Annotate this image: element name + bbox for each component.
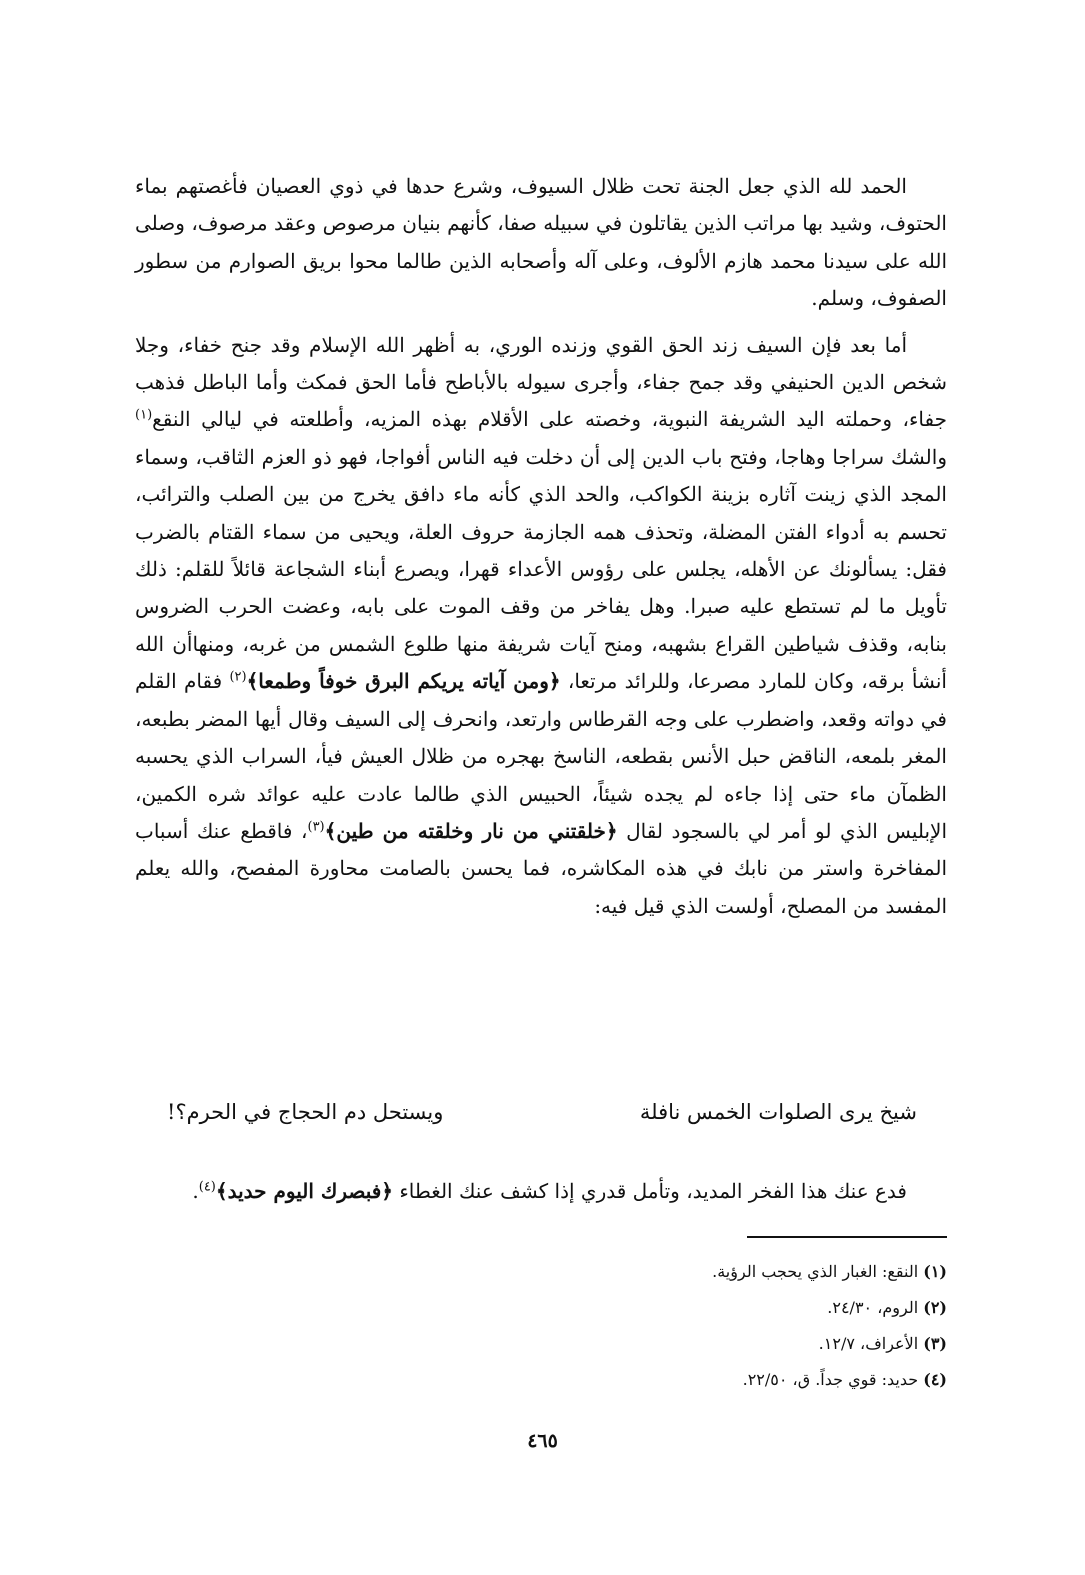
closing-paragraph xyxy=(135,1172,947,1210)
footnote-ref: (١) xyxy=(135,407,153,423)
verse-hemistich-first: شيخ يرى الصلوات الخمس نافلة xyxy=(639,1100,917,1124)
footnote-text: حديد: قوي جداً. ق، ٢٢/٥٠. xyxy=(742,1370,924,1389)
verse-hemistich-second: ويستحل دم الحجاج في الحرم؟! xyxy=(167,1100,444,1124)
opening-paragraph xyxy=(135,168,947,318)
footnote-ref: (٢) xyxy=(229,669,247,685)
footnote-ref: (٣) xyxy=(307,819,325,835)
footnote-item xyxy=(135,1362,947,1398)
page-number: ٤٦٥ xyxy=(527,1430,558,1452)
paragraph-text: الحمد لله الذي جعل الجنة تحت ظلال السيوف، وشرع حدها في ذوي العصيان فأغصتهم بماء الحتوف، وشيد بها مراتب الذين يقاتلون في سبيله صفا، كأنهم بنيان مرصوص وعقد مرصوف، وصلى الله على سيدنا محمد هازم الألوف، وعلى آله وأصحابه الذين طالما محوا بريق الصوارم من سطور الصفوف، وسلم. xyxy=(135,174,947,311)
second-paragraph xyxy=(135,327,947,926)
footnote-item xyxy=(135,1326,947,1362)
footnote-number: (٢) xyxy=(923,1298,947,1317)
paragraph-text: والشك سراجا وهاجا، وفتح باب الدين إلى أن دخلت فيه الناس أفواجا، فهو ذو العزم الثاقب، وسماء المجد الذي زينت آثاره بزينة الكواكب، والحد الذي كأنه ماء دافق يخرج من بين الصلب والترائب، تحسم به أدواء الفتن المضلة، وتحذف همه الجازمة حروف العلة، ويحيى من سماء القتام بالضرب فقل: يسألونك عن الأهله، يجلس على رؤوس الأعداء قهرا، ويصرع أبناء الشجاعة قائلاً للقلم: ذلك تأويل ما لم تستطع عليه صبرا. وهل يفاخر من وقف الموت على بابه، وعضت الحرب الضروس بنابه، وقذف شياطين القراع بشهبه، ومنح آيات شريفة منها طلوع الشمس من غربه، ومنهاأن الله أنشأ برقه، وكان للمارد مصرعا، وللرائد مرتعا، xyxy=(135,444,947,694)
footnote-number: (٣) xyxy=(923,1334,947,1353)
paragraph-end: . xyxy=(192,1179,199,1203)
quran-quote: ﴿خلقتني من نار وخلقته من طين﴾ xyxy=(324,818,618,843)
paragraph-text: ، فاقطع عنك أسباب المفاخرة واستر من نابك في هذه المكاشره، فما يحسن بالصامت محاورة المفصح، والله يعلم المفسد من المصلح، أولست الذي قيل فيه: xyxy=(135,818,947,918)
poetry-verse xyxy=(135,1094,917,1130)
footnote-text: الروم، ٢٤/٣٠. xyxy=(827,1298,924,1317)
footnote-item xyxy=(135,1254,947,1290)
footnote-ref: (٤) xyxy=(198,1179,216,1195)
footnotes xyxy=(135,1254,947,1398)
footnote-item xyxy=(135,1290,947,1326)
footnote-separator xyxy=(747,1236,947,1238)
footnote-number: (٤) xyxy=(923,1370,947,1389)
quran-quote: ﴿ومن آياته يريكم البرق خوفاً وطمعا﴾ xyxy=(246,669,561,694)
footnote-text: الأعراف، ١٢/٧. xyxy=(818,1334,924,1353)
footnote-text: النقع: الغبار الذي يحجب الرؤية. xyxy=(712,1262,924,1281)
main-text xyxy=(135,168,947,925)
paragraph-text: فقام القلم في دواته وقعد، واضطرب على وجه القرطاس وارتعد، وانحرف إلى السيف وقال أيها المضر بطبعه، المغر بلمعه، الناقض حبل الأنس بقطعه، الناسخ بهجره من ظلال العيش فيأ، السراب الذي يحسبه الظمآن ماء حتى إذا جاءه لم يجده شيئاً، الحبيس الذي طالما عادت عليه عوائد شره الكمين، الإبليس الذي لو أمر لي بالسجود لقال xyxy=(135,669,948,843)
paragraph-text: فدع عنك هذا الفخر المديد، وتأمل قدري إذا كشف عنك الغطاء xyxy=(393,1179,907,1203)
quran-quote: ﴿فبصرك اليوم حديد﴾ xyxy=(215,1179,394,1203)
paragraph-text: أما بعد فإن السيف زند الحق القوي وزنده الوري، به أظهر الله الإسلام وقد جنح خفاء، وجلا شخص الدين الحنيفي وقد جمح جفاء، وأجرى سيوله بالأباطح فأما الحق فمكث وأما الباطل فذهب جفاء، وحملته اليد الشريفة النبوية، وخصته على الأقلام بهذه المزيه، وأطلعته في ليالي النقع xyxy=(135,332,947,432)
footnote-number: (١) xyxy=(923,1262,947,1281)
